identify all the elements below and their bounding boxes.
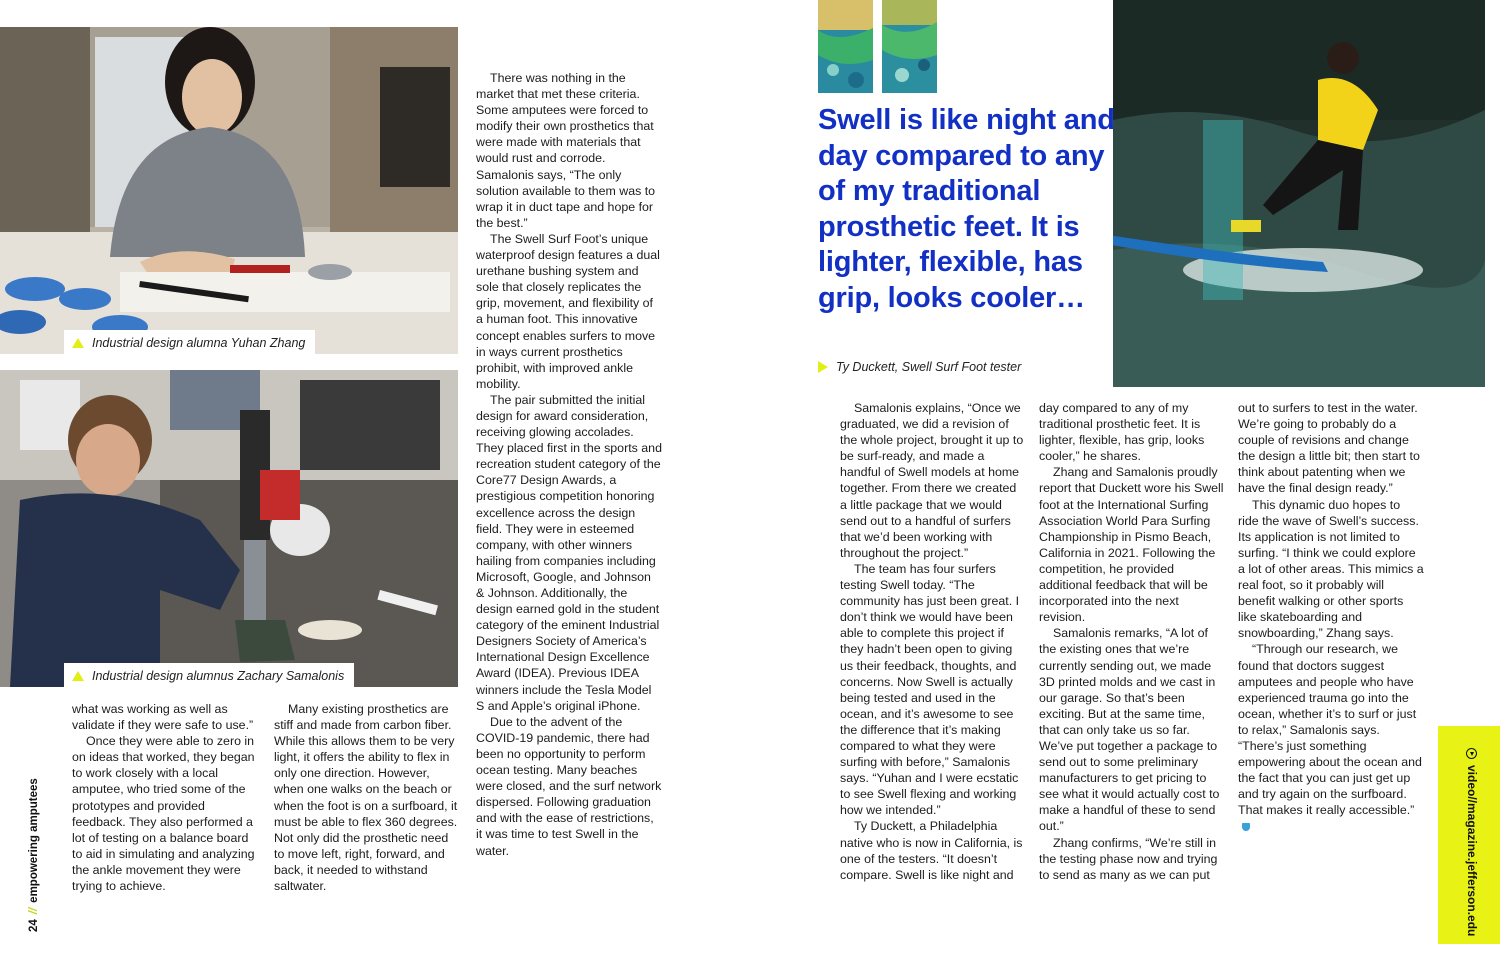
article-column-4 [840, 400, 1026, 883]
caption-marker-icon [72, 671, 84, 681]
page-number: 24 [28, 919, 40, 932]
article-column-6 [1238, 400, 1424, 835]
caption-text: Industrial design alumnus Zachary Samalonis [92, 669, 345, 683]
page-folio [28, 778, 40, 932]
quote-attribution [818, 360, 1021, 374]
article-paragraph: Samalonis remarks, “A lot of the existing ones that we’re currently sending out, we made 3D printed molds and we cast in our garage. So that’s been exciting. But at the same time, that can only take us so far. We’ve put together a package to send out to some preliminary manufacturers to get pricing to see what it would actually cost to make a handful of these to send out.” [1039, 626, 1220, 834]
article-paragraph: The Swell Surf Foot’s unique waterproof design features a dual urethane bushing system and sole that closely replicates the grip, movement, and flexibility of a human foot. This innovative concept enables surfers to move in ways current prosthetics prohibit, with improved ankle mobility. [476, 231, 660, 391]
article-paragraph: Due to the advent of the COVID-19 pandemic, there had been no opportunity to perform ocean testing. Many beaches were closed, and the surf network dispersed. Following graduation and with the ease of restrictions, it was time to test Swell in the water. [476, 714, 662, 858]
photo-surfer [1113, 0, 1485, 387]
article-paragraph: Once they were able to zero in on ideas that worked, they began to work closely with a local amputee, who tried some of the prototypes and provided feedback. They also performed a lot of testing on a balance board to aid in simulating and analyzing the ankle movement they were trying to achieve. [72, 734, 255, 894]
photo-zachary-samalonis [0, 370, 458, 687]
end-of-article-icon [1242, 823, 1250, 831]
article-column-3 [476, 70, 662, 859]
caption-text: Industrial design alumna Yuhan Zhang [92, 336, 306, 350]
article-paragraph: out to surfers to test in the water. We’re going to probably do a couple of revisions and change the design a little bit; then start to think about patenting when we have the final design ready.” [1238, 401, 1420, 496]
article-paragraph: Zhang and Samalonis proudly report that Duckett wore his Swell foot at the International Surfing Association World Para Surfing Championship in Pismo Beach, California in 2021. Following the competition, he provided additional feedback that will be incorporated into the next revision. [1039, 465, 1224, 625]
article-paragraph: The pair submitted the initial design for award consideration, receiving glowing accolades. They placed first in the sports and recreation student category of the Core77 Design Awards, a prestigious competition honoring excellence across the design field. They were in esteemed company, with other winners hailing from companies including Microsoft, Google, and Johnson & Johnson. Additionally, the design earned gold in the student category of the eminent Industrial Designers Society of America’s International Design Excellence Award (IDEA). Previous IDEA winners include the Tesla Model S and Apple’s original iPhone. [476, 392, 662, 713]
photo-yuhan-zhang [0, 27, 458, 354]
caption-marker-icon [72, 338, 84, 348]
video-label: video [1465, 765, 1479, 797]
article-paragraph: Many existing prosthetics are stiff and made from carbon fiber. While this allows them to be very light, it offers the ability to flex in only one direction. However, when one walks on the beach or when the foot is on a surfboard, it must be able to flex 360 degrees. Not only did the prosthetic need to move left, right, forward, and back, it needed to withstand saltwater. [274, 702, 458, 894]
attribution-marker-icon [818, 361, 828, 373]
play-icon [1467, 748, 1478, 759]
article-paragraph: what was working as well as validate if they were safe to use.” [72, 702, 254, 733]
article-column-5 [1039, 400, 1225, 883]
photo-caption-zhang [64, 330, 315, 356]
article-column-2 [274, 701, 458, 894]
video-tab-label[interactable] [1465, 748, 1479, 936]
attribution-text: Ty Duckett, Swell Surf Foot tester [836, 360, 1022, 374]
article-paragraph: Zhang confirms, “We’re still in the testing phase now and trying to send as many as we can put [1039, 835, 1218, 882]
texture-strip-right [882, 0, 937, 93]
section-name: empowering amputees [28, 778, 40, 903]
video-url[interactable]: magazine.jefferson.edu [1465, 803, 1479, 937]
texture-strip-left [818, 0, 873, 93]
article-paragraph-text: “Through our research, we found that doctors suggest amputees and people who have experienced trauma go into the ocean, whether it’s to surf or just to relax,” Samalonis says. “There’s just something empowering about the ocean and the fact that you can just get up and try again on the surfboard. That makes it really accessible.” [1238, 642, 1422, 818]
article-paragraph: The team has four surfers testing Swell today. “The community has just been great. I don’t think we would have been able to complete this project if they hadn’t been open to giving us their feedback, thoughts, and concerns. Now Swell is actually being tested and used in the ocean, and it’s awesome to see the difference that it’s making compared to what they were surfing with before,” Samalonis says. “Yuhan and I were ecstatic to see Swell flexing and working how we intended.” [840, 561, 1020, 818]
article-column-1 [72, 701, 256, 894]
article-paragraph [1238, 641, 1424, 834]
article-paragraph: day compared to any of my traditional prosthetic feet. It is lighter, flexible, has grip, looks cooler,” he shares. [1039, 401, 1205, 464]
tab-separator: // [1465, 796, 1479, 804]
article-paragraph: This dynamic duo hopes to ride the wave of Swell’s success. Its application is not limited to surfing. “I think we could explore a lot of other areas. This mimics a real foot, so it probably will benefit walking or other sports like skateboarding and snowboarding,” Zhang says. [1238, 497, 1424, 641]
article-paragraph: Samalonis explains, “Once we graduated, we did a revision of the whole project, brought it up to be surf-ready, and made a handful of Swell models at home together. From there we created a little package that we would send out to a handful of surfers that we’d been working with throughout the project.” [840, 401, 1024, 560]
photo-caption-samalonis [64, 663, 354, 689]
article-paragraph: Ty Duckett, a Philadelphia native who is now in California, is one of the testers. “It doesn’t compare. Swell is like night and [840, 819, 1023, 882]
folio-separator: // [28, 907, 40, 915]
pull-quote: Swell is like night and day compared to any of my traditional prosthetic feet. It is lighter, flexible, has grip, looks cooler… [818, 104, 1115, 314]
article-paragraph: There was nothing in the market that met these criteria. Some amputees were forced to modify their own prosthetics that were made with materials that would rust and corrode. Samalonis says, “The only solution available to them was to wrap it in duct tape and hope for the best.” [476, 71, 656, 230]
